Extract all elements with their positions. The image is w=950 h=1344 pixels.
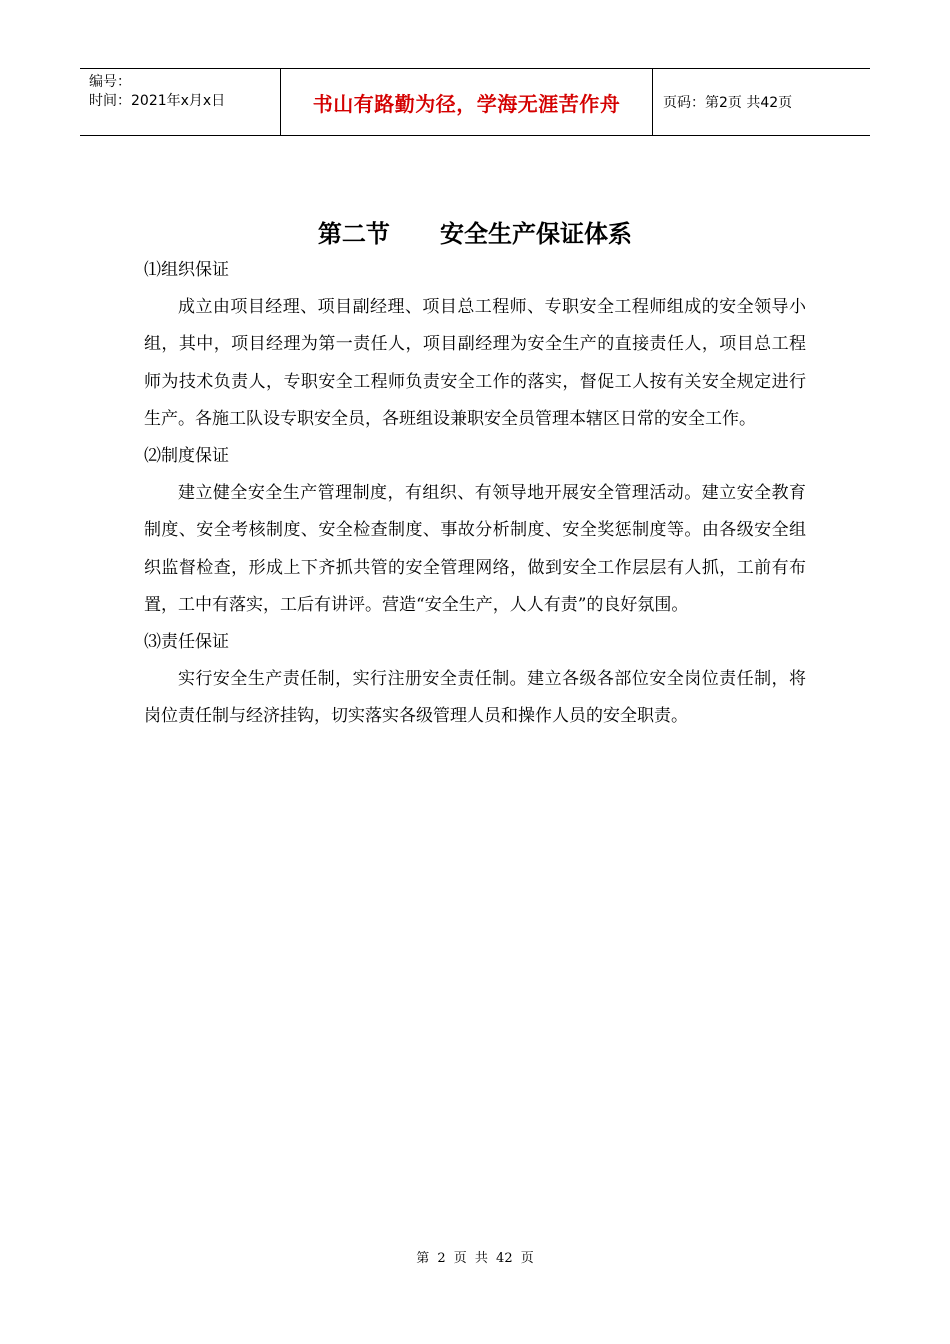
section-paragraph-3: 实行安全生产责任制，实行注册安全责任制。建立各级各部位安全岗位责任制，将岗位责任制与经济挂钩，切实落实各级管理人员和操作人员的安全职责。 — [144, 669, 806, 727]
page-footer: 第 2 页 共 42 页 — [416, 1251, 534, 1266]
section-heading-2: ⑵制度保证 — [144, 446, 229, 467]
header-page-info: 页码：第2页 共42页 — [663, 95, 793, 111]
section-title: 第二节 安全生产保证体系 — [317, 220, 633, 248]
section-paragraph-1: 成立由项目经理、项目副经理、项目总工程师、专职安全工程师组成的安全领导小组，其中，项目经理为第一责任人，项目副经理为安全生产的直接责任人，项目总工程师为技术负责人，专职安全工程师负责安全工作的落实，督促工人按有关安全规定进行生产。各施工队设专职安全员，各班组设兼职安全员管理本辖区日常的安全工作。 — [144, 297, 806, 429]
time-label: 时间：2021年x月x日 — [89, 93, 226, 109]
document-body — [144, 252, 806, 736]
section-heading-3: ⑶责任保证 — [144, 632, 229, 653]
number-label: 编号： — [89, 74, 131, 90]
page-header — [80, 68, 870, 136]
header-meta — [80, 69, 281, 135]
section-paragraph-2: 建立健全安全生产管理制度，有组织、有领导地开展安全管理活动。建立安全教育制度、安全考核制度、安全检查制度、事故分析制度、安全奖惩制度等。由各级安全组织监督检查，形成上下齐抓共管的安全管理网络，做到安全工作层层有人抓，工前有布置，工中有落实，工后有讲评。营造“安全生产，人人有责”的良好氛围。 — [144, 483, 806, 615]
section-heading-1: ⑴组织保证 — [144, 260, 229, 280]
header-motto: 书山有路勤为径，学海无涯苦作舟 — [281, 69, 653, 135]
